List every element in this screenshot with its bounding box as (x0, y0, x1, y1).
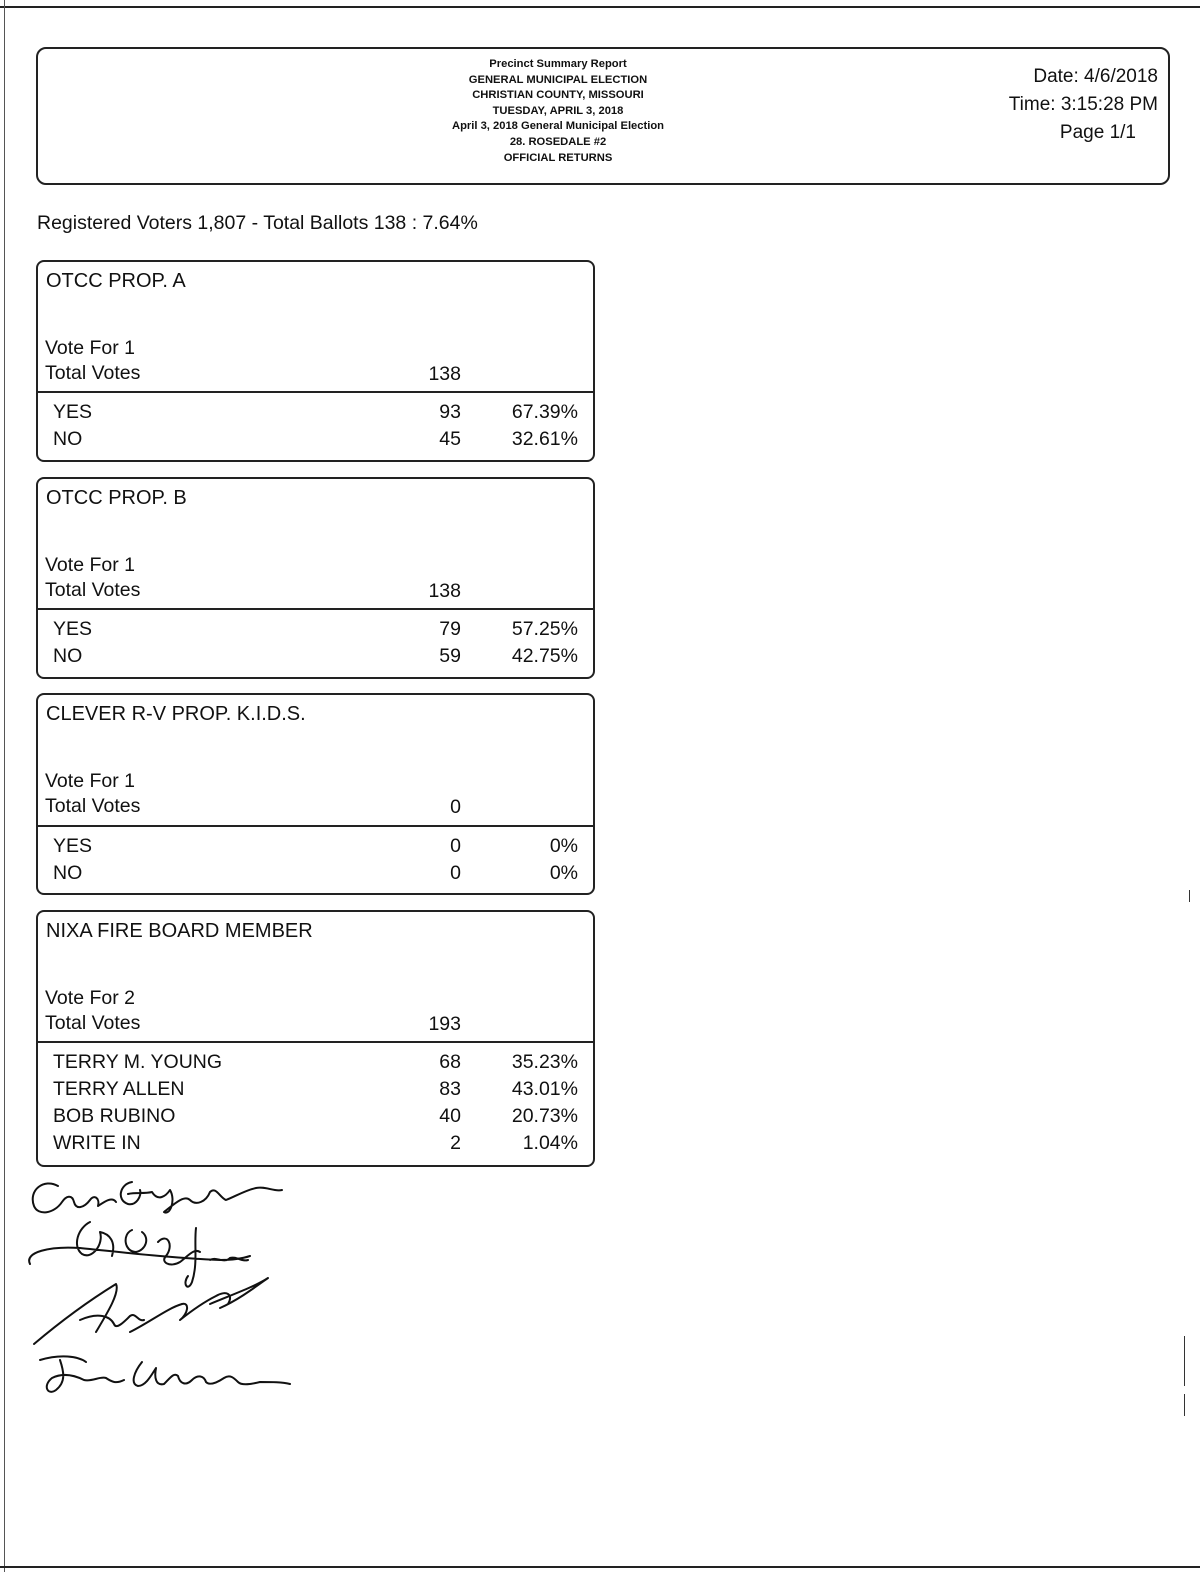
choice-row (38, 1078, 593, 1105)
contest-divider (38, 391, 593, 393)
signature-stroke (33, 1182, 282, 1213)
page-top-edge (0, 6, 1200, 8)
choice-row (38, 645, 593, 672)
choice-votes: 59 (439, 645, 461, 667)
contest-divider (38, 608, 593, 610)
contest-divider (38, 1041, 593, 1043)
choice-votes: 40 (439, 1105, 461, 1127)
header-meta (1009, 63, 1158, 147)
choice-votes: 83 (439, 1078, 461, 1100)
choice-percent: 0% (549, 835, 578, 857)
choice-name: BOB RUBINO (53, 1105, 176, 1127)
vote-for-label: Vote For 1 (45, 337, 135, 359)
choice-percent: 20.73% (511, 1105, 578, 1127)
choice-votes: 0 (450, 862, 461, 884)
precinct-name: 28. ROSEDALE #2 (509, 135, 607, 148)
contest-box (36, 910, 595, 1167)
choice-row (38, 401, 593, 428)
choice-row (38, 428, 593, 455)
margin-mark (1184, 1336, 1185, 1386)
choice-name: NO (53, 862, 83, 884)
total-votes-value: 138 (428, 580, 461, 602)
choice-name: NO (53, 645, 83, 667)
choice-percent: 35.23% (511, 1051, 578, 1073)
county-name: CHRISTIAN COUNTY, MISSOURI (472, 89, 644, 102)
choice-percent: 57.25% (511, 618, 578, 640)
report-time: Time: 3:15:28 PM (1008, 94, 1158, 115)
margin-mark (1184, 1394, 1185, 1416)
page-bottom-edge (0, 1566, 1200, 1568)
choice-votes: 93 (439, 401, 461, 423)
vote-for-label: Vote For 2 (45, 987, 135, 1009)
total-votes-label: Total Votes (45, 795, 141, 817)
choice-row (38, 1105, 593, 1132)
vote-for-label: Vote For 1 (45, 770, 135, 792)
signature-stroke (29, 1222, 250, 1287)
margin-mark (1189, 890, 1190, 902)
choice-percent: 43.01% (511, 1078, 578, 1100)
page-number: Page 1/1 (1059, 122, 1136, 143)
choice-votes: 45 (439, 428, 461, 450)
choice-name: YES (53, 401, 93, 423)
total-votes-value: 0 (450, 796, 461, 818)
choice-row (38, 1132, 593, 1159)
choice-row (38, 862, 593, 889)
choice-row (38, 1051, 593, 1078)
turnout-summary: Registered Voters 1,807 - Total Ballots 138 : 7.64% (37, 212, 478, 234)
signatures-image (20, 1172, 320, 1402)
election-name: GENERAL MUNICIPAL ELECTION (468, 73, 648, 86)
total-votes-label: Total Votes (45, 579, 141, 601)
choice-votes: 79 (439, 618, 461, 640)
report-header (36, 47, 1170, 185)
choice-name: TERRY M. YOUNG (53, 1051, 223, 1073)
total-votes-value: 193 (428, 1013, 461, 1035)
total-votes-label: Total Votes (45, 362, 141, 384)
choice-name: TERRY ALLEN (53, 1078, 185, 1100)
report-title: Precinct Summary Report (489, 58, 627, 70)
choice-percent: 67.39% (511, 401, 578, 423)
returns-type: OFFICIAL RETURNS (503, 151, 613, 164)
choice-percent: 42.75% (511, 645, 578, 667)
choice-row (38, 618, 593, 645)
choice-votes: 68 (439, 1051, 461, 1073)
contest-box (36, 477, 595, 679)
vote-for-label: Vote For 1 (45, 554, 135, 576)
choice-percent: 0% (549, 862, 578, 884)
total-votes-label: Total Votes (45, 1012, 141, 1034)
total-votes-value: 138 (428, 363, 461, 385)
signature-stroke (34, 1278, 268, 1344)
contest-title: CLEVER R-V PROP. K.I.D.S. (46, 703, 306, 725)
contest-title: OTCC PROP. B (46, 487, 187, 509)
choice-name: YES (53, 618, 93, 640)
contest-box (36, 693, 595, 895)
choice-name: YES (53, 835, 93, 857)
election-label: April 3, 2018 General Municipal Election (451, 120, 664, 133)
report-date: Date: 4/6/2018 (1033, 66, 1158, 87)
contest-title: OTCC PROP. A (46, 270, 186, 292)
choice-votes: 0 (450, 835, 461, 857)
contest-box (36, 260, 595, 462)
choice-votes: 2 (450, 1132, 461, 1154)
signature-stroke (40, 1356, 290, 1391)
page-left-edge (4, 0, 5, 1572)
contest-divider (38, 825, 593, 827)
contest-title: NIXA FIRE BOARD MEMBER (46, 920, 313, 942)
choice-name: NO (53, 428, 83, 450)
choice-percent: 32.61% (511, 428, 578, 450)
election-day: TUESDAY, APRIL 3, 2018 (492, 104, 624, 117)
choice-row (38, 835, 593, 862)
choice-percent: 1.04% (522, 1132, 578, 1154)
header-title-block (338, 57, 778, 166)
choice-name: WRITE IN (53, 1132, 141, 1154)
